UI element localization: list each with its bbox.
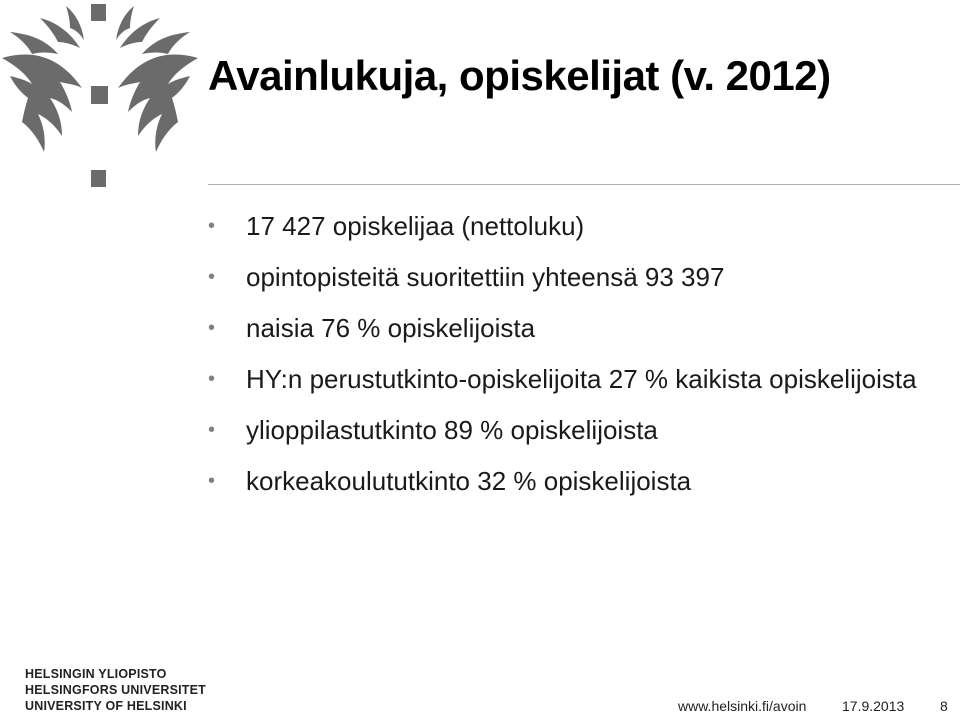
bullet-item — [208, 260, 948, 294]
bullet-icon: • — [208, 266, 216, 288]
bullet-text: naisia 76 % opiskelijoista — [246, 313, 536, 343]
bullet-item — [208, 362, 948, 396]
bullet-text: korkeakoulututkinto 32 % opiskelijoista — [246, 466, 692, 496]
university-name-en: UNIVERSITY OF HELSINKI — [25, 699, 187, 713]
slide-title: Avainlukuja, opiskelijat (v. 2012) — [208, 52, 831, 99]
bullet-item — [208, 209, 948, 243]
bullet-item — [208, 311, 948, 345]
bullet-icon: • — [208, 215, 216, 237]
bullet-icon: • — [208, 470, 216, 492]
university-name-logo — [25, 666, 206, 714]
bullet-text: ylioppilastutkinto 89 % opiskelijoista — [246, 415, 658, 445]
university-name-fi: HELSINGIN YLIOPISTO — [25, 667, 167, 681]
bullet-text: opintopisteitä suoritettiin yhteensä 93 397 — [246, 262, 725, 292]
bullet-item — [208, 464, 948, 498]
bullet-icon: • — [208, 317, 216, 339]
page-number: 8 — [940, 698, 948, 714]
university-name-sv: HELSINGFORS UNIVERSITET — [25, 683, 207, 697]
title-divider — [208, 184, 960, 185]
footer-date: 17.9.2013 — [842, 698, 905, 714]
bullet-icon: • — [208, 419, 216, 441]
footer-url: www.helsinki.fi/avoin — [678, 698, 807, 714]
bullet-text: HY:n perustutkinto-opiskelijoita 27 % kaikista opiskelijoista — [246, 364, 917, 394]
bullet-list — [208, 209, 948, 515]
university-flame-logo-icon — [0, 0, 200, 190]
bullet-item — [208, 413, 948, 447]
bullet-text: 17 427 opiskelijaa (nettoluku) — [246, 211, 585, 241]
bullet-icon: • — [208, 368, 216, 390]
